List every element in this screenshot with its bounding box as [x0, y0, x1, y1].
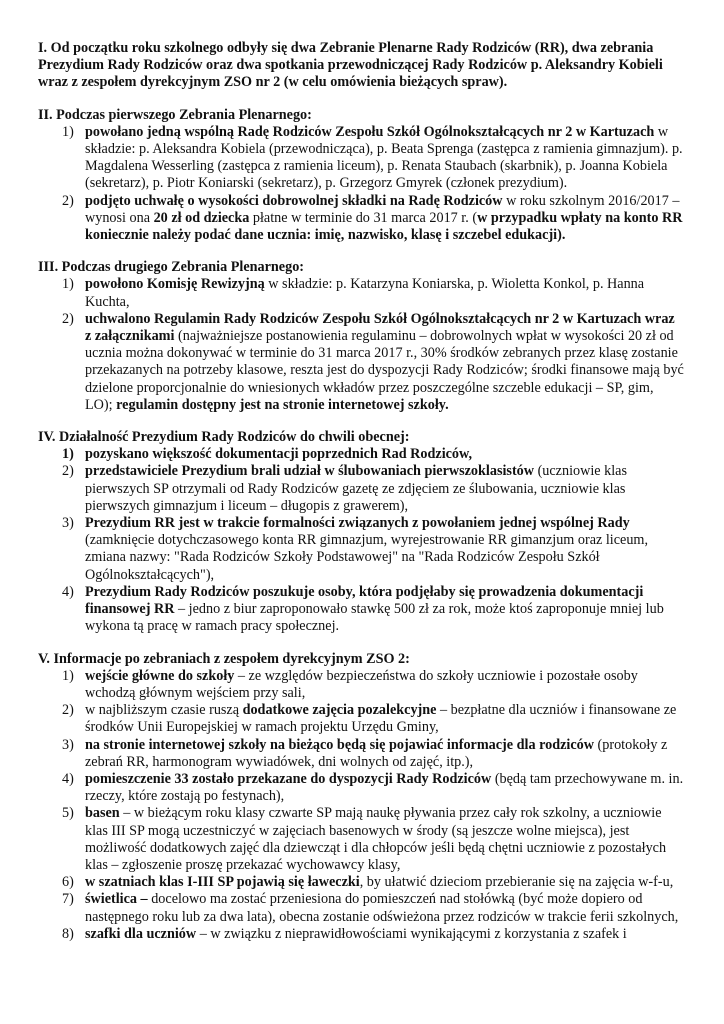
bold-text: przedstawiciele Prezydium brali udział w ślubowaniach pierwszoklasistów: [85, 463, 535, 480]
item-number: 4): [62, 583, 74, 600]
item-number: 1): [62, 123, 74, 140]
bold-text: świetlica –: [85, 891, 148, 908]
item-number: 4): [62, 770, 74, 787]
body-text: – w związku z nieprawidłowościami wynikającymi z korzystania z szafek i: [196, 925, 627, 942]
list-item: [38, 463, 684, 515]
bold-text: uchwalono Regulamin Rady Rodziców Zespołu Szkół Ogólnokształcących nr 2 w Kartuzach wraz z załącznikami: [85, 310, 675, 345]
bold-text: w przypadku wpłaty na konto RR koniecznie należy podać dane ucznia: imię, nazwisko, klasę i szczebel edukacji).: [85, 209, 683, 244]
list-item: [38, 805, 684, 874]
item-number: 1): [62, 446, 74, 463]
item-number: 1): [62, 667, 74, 684]
item-number: 2): [62, 192, 74, 209]
list-item: [38, 446, 684, 463]
section-5-heading: V. Informacje po zebraniach z zespołem dyrekcyjnym ZSO 2:: [38, 650, 410, 667]
section-4-heading: IV. Działalność Prezydium Rady Rodziców do chwili obecnej:: [38, 429, 410, 446]
section-5: [38, 651, 684, 943]
section-2-heading: II. Podczas pierwszego Zebrania Plenarnego:: [38, 106, 312, 123]
bold-text: Prezydium Rady Rodziców poszukuje osoby, która podjęłaby się prowadzenia dokumentacji finansowej RR: [85, 583, 644, 618]
bold-text: na stronie internetowej szkoły na bieżąco będą się pojawiać informacje dla rodziców: [85, 736, 594, 753]
section-3-list: [38, 276, 684, 414]
list-item: [38, 584, 684, 636]
bold-text: basen: [85, 805, 120, 822]
list-item: [38, 193, 684, 245]
bold-text: pomieszczenie 33 zostało przekazane do dyspozycji Rady Rodziców: [85, 770, 492, 787]
item-number: 5): [62, 805, 74, 822]
section-2: [38, 107, 684, 245]
item-number: 8): [62, 925, 74, 942]
section-2-list: [38, 124, 684, 244]
item-number: 2): [62, 310, 74, 327]
body-text: (zamknięcie dotychczasowego konta RR gimnazjum, wyrejestrowanie RR gimanzjum oraz liceum, zmiana nazwy: "Rada Rodziców Szkoły Podstawowej" na "Rada Rodziców Zespołu Szkół Ogólnokształcących"),: [85, 532, 648, 583]
item-number: 7): [62, 891, 74, 908]
section-4-list: [38, 446, 684, 635]
list-item: [38, 515, 684, 584]
body-text: (najważniejsze postanowienia regulaminu – dobrowolnych wpłat w wysokości 20 zł od ucznia można dokonywać w terminie do 31 marca 2017 r., 30% środków zebranych przez klasę zostanie przekazanych na potrzeby klasowe, reszta jest do dyspozycji Rady Rodziców; środki finansowe mają być dzielone proporcjonalnie do wniesionych wkładów przez poszczególne szczeble edukacji – SP, gim, LO);: [85, 328, 684, 413]
list-item: [38, 276, 684, 310]
section-3-heading: III. Podczas drugiego Zebrania Plenarnego:: [38, 259, 305, 276]
list-item: [38, 771, 684, 805]
bold-text: podjęto uchwałę o wysokości dobrowolnej składki na Radę Rodziców: [85, 192, 503, 209]
bold-text: Prezydium RR jest w trakcie formalności związanych z powołaniem jednej wspólnej Rady: [85, 515, 630, 532]
intro-paragraph: I. Od początku roku szkolnego odbyły się dwa Zebranie Plenarne Rady Rodziców (RR), dwa zebrania Prezydium Rady Rodziców oraz dwa spotkania przewodniczącej Rady Rodziców p. Aleksandry Kobieli wraz z zespołem dyrekcyjnym ZSO nr 2 (w celu omówienia bieżących spraw).: [38, 40, 663, 91]
list-item: [38, 124, 684, 193]
body-text: płatne w terminie do 31 marca 2017 r. (: [249, 209, 478, 226]
section-3: [38, 259, 684, 414]
body-text: (protokoły z zebrań RR, harmonogram wywiadówek, dni wolnych od zajęć, itp.),: [85, 736, 668, 770]
body-text: w składzie: p. Katarzyna Koniarska, p. Wioletta Konkol, p. Hanna Kuchta,: [85, 276, 645, 310]
list-item: [38, 311, 684, 414]
body-text: – jedno z biur zaproponowało stawkę 500 zł za rok, może ktoś zaproponuje mniej lub wykona tą pracę w ramach pracy społecznej.: [85, 601, 664, 635]
bold-text: szafki dla uczniów: [85, 925, 197, 942]
list-item: [38, 737, 684, 771]
section-4: [38, 429, 684, 635]
list-item: [38, 702, 684, 736]
bold-text: w szatniach klas I-III SP pojawią się ławeczki: [85, 874, 360, 891]
item-number: 2): [62, 702, 74, 719]
body-text: docelowo ma zostać przeniesiona do pomieszczeń nad stołówką (być może dopiero od następnego roku lub za dwa lata), obecna zostanie odświeżona przez rodziców w trakcie ferii szkolnych,: [85, 891, 679, 925]
list-item: [38, 874, 684, 891]
bold-text: powołono Komisję Rewizyjną: [85, 276, 265, 293]
bold-text: dodatkowe zajęcia pozalekcyjne: [242, 702, 437, 719]
bold-text: regulamin dostępny jest na stronie internetowej szkoły.: [116, 396, 449, 413]
body-text: , by ułatwić dzieciom przebieranie się na zajęcia w-f-u,: [359, 874, 674, 891]
bold-text: 20 zł od dziecka: [153, 209, 250, 226]
bold-text: wejście główne do szkoły: [85, 667, 235, 684]
body-text: w najbliższym czasie ruszą: [85, 702, 243, 719]
body-text: – w bieżącym roku klasy czwarte SP mają naukę pływania przez cały rok szkolny, a uczniowie klas III SP mogą uczestniczyć w zajęciach basenowych w środy (są jeszcze wolne miejsca), jest możliwość dodatkowych zajęć dla dziewcząt i dla chłopców jeśli będą chętni uczniowie z pozostałych klas – zgłoszenie proszę przekazać wychowawcy klasy,: [85, 805, 667, 873]
bold-text: pozyskano większość dokumentacji poprzednich Rad Rodziców,: [85, 446, 473, 463]
item-number: 3): [62, 736, 74, 753]
bold-text: powołano jedną wspólną Radę Rodziców Zespołu Szkół Ogólnokształcących nr 2 w Kartuzach: [85, 123, 655, 140]
body-text: (będą tam przechowywane m. in. rzeczy, które zostają po festynach),: [85, 770, 684, 805]
list-item: [38, 926, 684, 943]
item-number: 1): [62, 276, 74, 293]
body-text: w składzie: p. Aleksandra Kobiela (przewodnicząca), p. Beata Sprenga (zastępca z ramienia gimnazjum). p. Magdalena Wesserling (zastępca z ramienia liceum), p. Renata Staubach (skarbnik), p. Joanna Kobiela (sekretarz), p. Piotr Koniarski (sekretarz), p. Grzegorz Gmyrek (członek prezydium).: [85, 123, 683, 192]
item-number: 6): [62, 874, 74, 891]
body-text: – bezpłatne dla uczniów i finansowane ze środków Unii Europejskiej w ramach projektu Urzędu Gminy,: [85, 702, 677, 736]
section-5-list: [38, 668, 684, 943]
item-number: 3): [62, 515, 74, 532]
body-text: (uczniowie klas pierwszych SP otrzymali od Rady Rodziców gazetę ze zdjęciem ze ślubowania, uczniowie klas pierwszych gimnazjum i liceum – długopis z grawerem),: [85, 463, 627, 514]
list-item: [38, 668, 684, 702]
item-number: 2): [62, 463, 74, 480]
list-item: [38, 891, 684, 925]
body-text: w roku szkolnym 2016/2017 – wynosi ona: [85, 192, 680, 226]
body-text: – ze względów bezpieczeństwa do szkoły uczniowie i pozostałe osoby wchodzą głównym wejściem przy sali,: [85, 667, 638, 701]
